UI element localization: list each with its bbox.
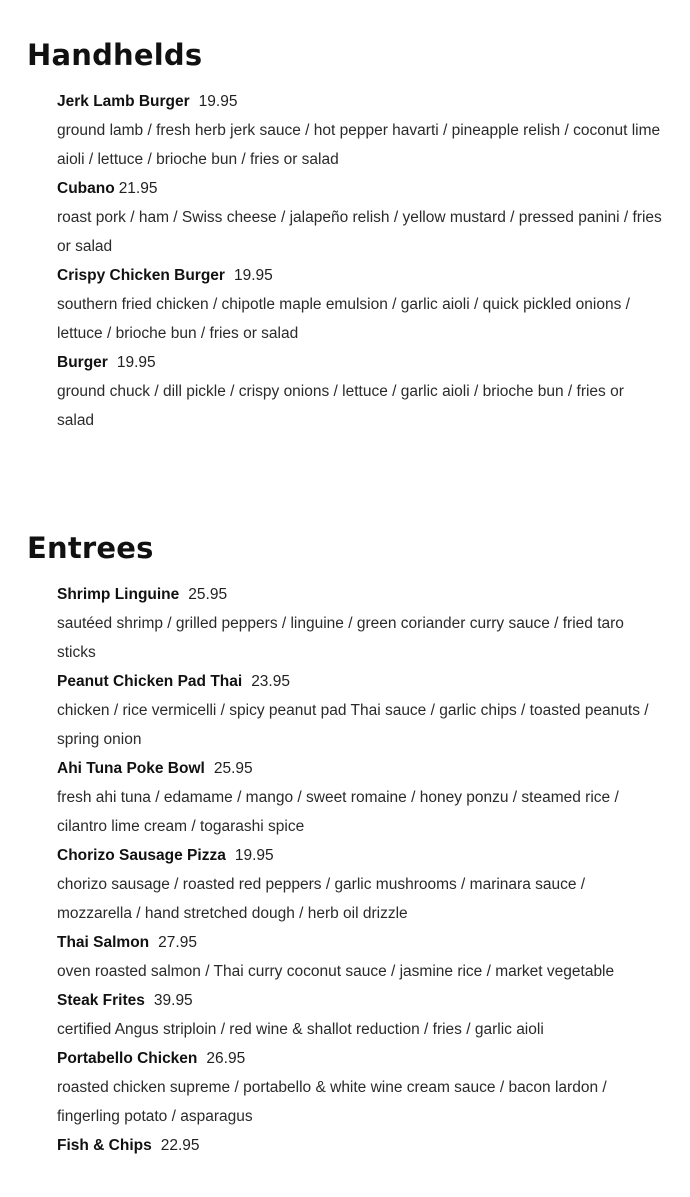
- menu-item: [57, 580, 667, 667]
- menu-item-price: 25.95: [213, 760, 253, 777]
- menu-item: [57, 986, 667, 1044]
- menu-item-header: [57, 580, 667, 609]
- menu-item-price: 19.95: [233, 267, 273, 284]
- menu-item-description: southern fried chicken / chipotle maple emulsion / garlic aioli / quick pickled onions / lettuce / brioche bun / fries or salad: [57, 296, 630, 342]
- menu-item-price: 22.95: [160, 1137, 200, 1154]
- menu-item-name: Shrimp Linguine: [57, 586, 180, 603]
- menu-item: [57, 1131, 667, 1160]
- menu-item: [57, 1044, 667, 1131]
- menu-item-header: [57, 841, 667, 870]
- menu-item: [57, 928, 667, 986]
- menu-item-name: Chorizo Sausage Pizza: [57, 847, 226, 864]
- menu-item-name: Crispy Chicken Burger: [57, 267, 225, 284]
- menu-item: [57, 841, 667, 928]
- menu-item-description: chorizo sausage / roasted red peppers / garlic mushrooms / marinara sauce / mozzarella / hand stretched dough / herb oil drizzle: [57, 876, 586, 922]
- menu-item: [57, 87, 667, 174]
- menu-item: [57, 261, 667, 348]
- menu-item-name: Cubano: [57, 180, 115, 197]
- section-title-handhelds: Handhelds: [27, 38, 203, 72]
- menu-item-price: 23.95: [251, 673, 290, 690]
- menu-item: [57, 348, 667, 435]
- menu-item-price: 26.95: [206, 1050, 246, 1067]
- menu-item-header: [57, 1131, 667, 1160]
- menu-item-description: roasted chicken supreme / portabello & white wine cream sauce / bacon lardon / fingerling potato / asparagus: [57, 1079, 607, 1125]
- menu-item-description: oven roasted salmon / Thai curry coconut sauce / jasmine rice / market vegetable: [57, 963, 615, 980]
- menu-item-description: fresh ahi tuna / edamame / mango / sweet romaine / honey ponzu / steamed rice / cilantro lime cream / togarashi spice: [57, 789, 619, 835]
- menu-item-name: Burger: [57, 354, 108, 371]
- menu-item-price: 19.95: [116, 354, 156, 371]
- menu-item-header: [57, 348, 667, 377]
- menu-item-header: [57, 928, 667, 957]
- menu-item-name: Fish & Chips: [57, 1137, 152, 1154]
- menu-item-header: [57, 754, 667, 783]
- menu-item-description: ground chuck / dill pickle / crispy onions / lettuce / garlic aioli / brioche bun / fries or salad: [57, 383, 624, 429]
- menu-item-price: 19.95: [234, 847, 274, 864]
- menu-item-description: chicken / rice vermicelli / spicy peanut pad Thai sauce / garlic chips / toasted peanuts / spring onion: [57, 702, 649, 748]
- menu-item-name: Thai Salmon: [57, 934, 150, 951]
- menu-item-name: Jerk Lamb Burger: [57, 93, 190, 110]
- menu-item-price: 27.95: [158, 934, 197, 951]
- menu-item-description: sautéed shrimp / grilled peppers / linguine / green coriander curry sauce / fried taro sticks: [57, 615, 624, 661]
- menu-item-description: ground lamb / fresh herb jerk sauce / hot pepper havarti / pineapple relish / coconut lime aioli / lettuce / brioche bun / fries or salad: [57, 122, 661, 168]
- menu-item-description: roast pork / ham / Swiss cheese / jalapeño relish / yellow mustard / pressed panini / fries or salad: [57, 209, 662, 255]
- menu-item: [57, 667, 667, 754]
- menu-item-price: 19.95: [198, 93, 238, 110]
- section-entrees: [27, 531, 667, 1160]
- menu-item-price: 39.95: [153, 992, 193, 1009]
- menu-item-header: [57, 986, 667, 1015]
- menu-item-list: [27, 87, 667, 435]
- menu-item-name: Ahi Tuna Poke Bowl: [57, 760, 205, 777]
- menu-item: [57, 174, 667, 261]
- menu-item-header: [57, 174, 667, 203]
- menu-item-description: certified Angus striploin / red wine & shallot reduction / fries / garlic aioli: [57, 1021, 544, 1038]
- menu-item-header: [57, 261, 667, 290]
- menu-item-header: [57, 667, 667, 696]
- menu-item-header: [57, 1044, 667, 1073]
- section-handhelds: [27, 38, 667, 435]
- menu-item-header: [57, 87, 667, 116]
- menu-item-list: [27, 580, 667, 1160]
- menu-item-name: Portabello Chicken: [57, 1050, 198, 1067]
- menu-item-price: 21.95: [118, 180, 158, 197]
- menu-item: [57, 754, 667, 841]
- menu-item-price: 25.95: [188, 586, 228, 603]
- section-title-entrees: Entrees: [27, 531, 154, 565]
- menu-item-name: Peanut Chicken Pad Thai: [57, 673, 243, 690]
- menu-item-name: Steak Frites: [57, 992, 145, 1009]
